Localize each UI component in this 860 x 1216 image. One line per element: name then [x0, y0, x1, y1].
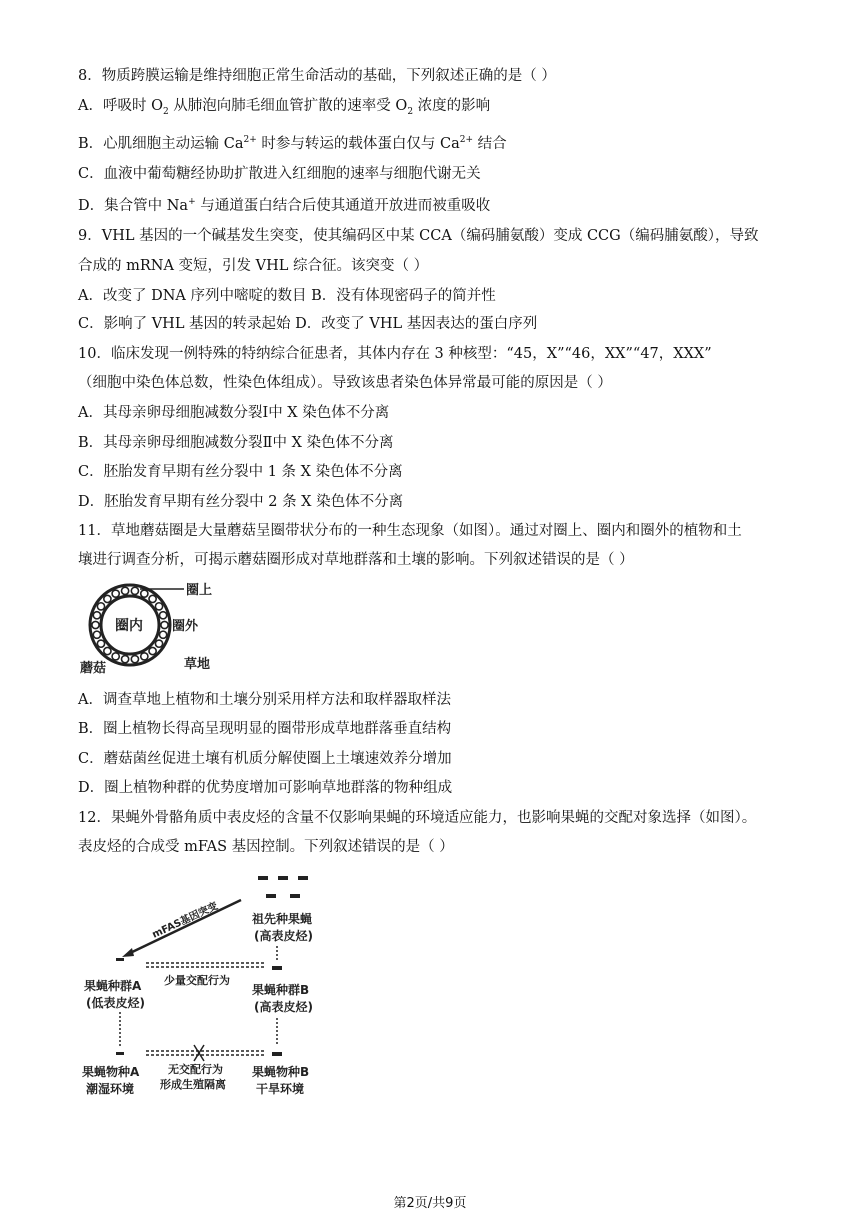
- mushroom-dot: [141, 590, 148, 597]
- fly-mark: [298, 876, 308, 880]
- label-popB-high: (高表皮烃): [254, 1000, 313, 1014]
- mushroom-dot: [93, 631, 100, 638]
- label-reproductive-isolation: 形成生殖隔离: [160, 1078, 226, 1091]
- label-popA: 果蝇种群A: [84, 979, 142, 993]
- label-inside: 圈内: [115, 618, 143, 634]
- q9-stem-line1: 9．VHL 基因的一个碱基发生突变，使其编码区中某 CCA（编码脯氨酸）变成 CCG（编码脯氨酸），导致: [78, 228, 759, 244]
- mushroom-dot: [121, 587, 128, 594]
- q11-stem-line2: 壤进行调查分析，可揭示蘑菇圈形成对草地群落和土壤的影响。下列叙述错误的是（ ）: [78, 552, 634, 568]
- fruitfly-speciation-figure: [76, 866, 326, 1100]
- mushroom-dot: [104, 595, 111, 602]
- mushroom-dot: [92, 621, 99, 628]
- q8-option-b: B．心肌细胞主动运输 $Ca^{2+}$ 时参与转运的载体蛋白仅与 $Ca^{2+}$ 结合: [78, 135, 507, 152]
- q12-stem-line1: 12．果蝇外骨骼角质中表皮烃的含量不仅影响果蝇的环境适应能力，也影响果蝇的交配对象选择（如图）。: [78, 810, 757, 826]
- q8-option-c: C．血液中葡萄糖经协助扩散进入红细胞的速率与细胞代谢无关: [78, 166, 481, 182]
- q8-option-a: A．呼吸时 $O_2$ 从肺泡向肺毛细血管扩散的速率受 $O_2$ 浓度的影响: [78, 98, 491, 117]
- label-mutation: mFAS基因突变: [150, 900, 220, 941]
- q8-stem: 8．物质跨膜运输是维持细胞正常生命活动的基础，下列叙述正确的是（ ）: [78, 68, 556, 84]
- q8-option-d: D．集合管中 Na+ 与通道蛋白结合后使其通道开放进而被重吸收: [78, 197, 491, 214]
- label-ancestor-high: (高表皮烃): [254, 929, 313, 943]
- mushroom-dot: [155, 640, 162, 647]
- q11-option-d: D．圈上植物种群的优势度增加可影响草地群落的物种组成: [78, 780, 453, 796]
- mushroom-dot: [97, 603, 104, 610]
- label-little-mating: 少量交配行为: [164, 974, 230, 987]
- fly-mark: [258, 876, 268, 880]
- q12-stem-line2: 表皮烃的合成受 mFAS 基因控制。下列叙述错误的是（ ）: [78, 839, 454, 855]
- q9-options-cd: C．影响了 VHL 基因的转录起始 D．改变了 VHL 基因表达的蛋白序列: [78, 316, 538, 332]
- q10-option-d: D．胚胎发育早期有丝分裂中 2 条 X 染色体不分离: [78, 494, 404, 510]
- fly-mark: [266, 894, 276, 898]
- fly-mark: [272, 966, 282, 970]
- q11-stem-line1: 11．草地蘑菇圈是大量蘑菇呈圈带状分布的一种生态现象（如图）。通过对圈上、圈内和圈外的植物和土: [78, 523, 742, 539]
- label-grassland: 草地: [184, 657, 211, 672]
- mushroom-dot: [160, 631, 167, 638]
- mushroom-dot: [149, 595, 156, 602]
- label-popB: 果蝇种群B: [252, 983, 310, 997]
- mushroom-ring-figure: [76, 580, 226, 680]
- label-specB: 果蝇物种B: [252, 1065, 310, 1079]
- q9-stem-line2: 合成的 mRNA 变短，引发 VHL 综合征。该突变（ ）: [78, 258, 429, 274]
- q10-option-b: B．其母亲卵母细胞减数分裂Ⅱ中 X 染色体不分离: [78, 435, 394, 451]
- fly-mark: [116, 958, 124, 961]
- q11-option-a: A．调查草地上植物和土壤分别采用样方法和取样器取样法: [78, 692, 451, 708]
- mushroom-dot: [155, 603, 162, 610]
- q10-stem-line2: （细胞中染色体总数，性染色体组成）。导致该患者染色体异常最可能的原因是（ ）: [78, 375, 612, 391]
- q10-option-c: C．胚胎发育早期有丝分裂中 1 条 X 染色体不分离: [78, 464, 403, 480]
- fly-mark: [272, 1052, 282, 1056]
- label-on-ring: 圈上: [186, 583, 213, 598]
- q10-stem-line1: 10．临床发现一例特殊的特纳综合征患者，其体内存在 3 种核型：“45，X”“46，XX”“47，XXX”: [78, 346, 712, 362]
- fly-mark: [290, 894, 300, 898]
- mushroom-dot: [104, 647, 111, 654]
- label-mushroom: 蘑菇: [80, 661, 107, 676]
- mushroom-dot: [93, 612, 100, 619]
- q10-option-a: A．其母亲卵母细胞减数分裂Ⅰ中 X 染色体不分离: [78, 405, 390, 421]
- label-outside: 圈外: [172, 619, 199, 634]
- fly-mark: [116, 1052, 124, 1055]
- label-specA-env: 潮湿环境: [86, 1082, 135, 1096]
- mushroom-dot: [131, 587, 138, 594]
- mushroom-dot: [97, 640, 104, 647]
- q11-option-c: C．蘑菇菌丝促进土壤有机质分解使圈上土壤速效养分增加: [78, 751, 452, 767]
- mushroom-dot: [121, 656, 128, 663]
- q9-options-ab: A．改变了 DNA 序列中嘧啶的数目 B．没有体现密码子的简并性: [78, 288, 496, 304]
- mushroom-dot: [112, 590, 119, 597]
- mushroom-dot: [131, 656, 138, 663]
- mushroom-dot: [112, 653, 119, 660]
- mutation-arrowhead: [122, 948, 134, 957]
- label-no-mating: 无交配行为: [168, 1063, 223, 1076]
- label-popA-low: (低表皮烃): [86, 996, 145, 1010]
- label-ancestor: 祖先种果蝇: [252, 912, 313, 926]
- label-specA: 果蝇物种A: [82, 1065, 140, 1079]
- q11-option-b: B．圈上植物长得高呈现明显的圈带形成草地群落垂直结构: [78, 721, 452, 737]
- mushroom-dot: [141, 653, 148, 660]
- fly-mark: [278, 876, 288, 880]
- mushroom-dot: [161, 621, 168, 628]
- mushroom-dot: [160, 612, 167, 619]
- page-footer: 第2页/共9页: [393, 1196, 467, 1211]
- label-specB-env: 干旱环境: [256, 1082, 305, 1096]
- mushroom-dot: [149, 647, 156, 654]
